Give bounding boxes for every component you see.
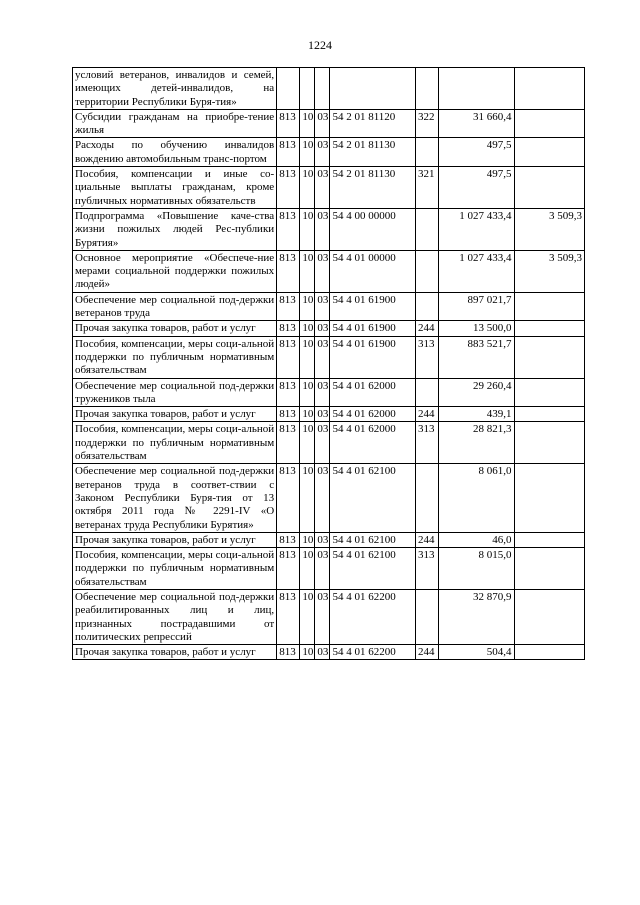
row-amount-cell: 504,4 xyxy=(439,645,514,660)
row-pr-cell: 03 xyxy=(315,336,330,378)
table-row xyxy=(73,589,585,644)
row-rz-cell xyxy=(300,68,315,110)
row-rz-cell: 10 xyxy=(300,532,315,547)
row-pr-cell: 03 xyxy=(315,464,330,532)
table-row xyxy=(73,250,585,292)
row-rz-cell: 10 xyxy=(300,336,315,378)
row-name-cell: Подпрограмма «Повышение каче-ства жизни пожилых людей Рес-публики Бурятия» xyxy=(73,208,277,250)
row-ved-cell: 813 xyxy=(277,532,300,547)
row-pr-cell: 03 xyxy=(315,645,330,660)
row-amount-federal-cell xyxy=(514,167,584,209)
row-ved-cell: 813 xyxy=(277,645,300,660)
row-amount-cell: 497,5 xyxy=(439,138,514,167)
row-name-cell: Обеспечение мер социальной под-держки ветеранов труда в соответ-ствии с Законом Республики Буря-тия от 13 октября 2011 года № 2291-IV «О ветеранах труда Республики Бурятия» xyxy=(73,464,277,532)
row-rz-cell: 10 xyxy=(300,321,315,336)
row-amount-federal-cell xyxy=(514,548,584,590)
row-amount-cell: 13 500,0 xyxy=(439,321,514,336)
row-amount-federal-cell xyxy=(514,407,584,422)
row-csr-cell: 54 2 01 81120 xyxy=(330,109,416,138)
row-name-cell: Основное мероприятие «Обеспече-ние мерами социальной поддержки пожилых людей» xyxy=(73,250,277,292)
row-pr-cell: 03 xyxy=(315,109,330,138)
row-amount-cell: 28 821,3 xyxy=(439,422,514,464)
row-vr-cell xyxy=(415,208,438,250)
table-row xyxy=(73,407,585,422)
row-ved-cell: 813 xyxy=(277,336,300,378)
row-name-cell: Обеспечение мер социальной под-держки ветеранов труда xyxy=(73,292,277,321)
row-ved-cell: 813 xyxy=(277,464,300,532)
row-amount-federal-cell xyxy=(514,645,584,660)
row-pr-cell: 03 xyxy=(315,208,330,250)
row-vr-cell: 322 xyxy=(415,109,438,138)
row-csr-cell: 54 4 01 00000 xyxy=(330,250,416,292)
row-rz-cell: 10 xyxy=(300,167,315,209)
row-vr-cell: 313 xyxy=(415,336,438,378)
row-amount-cell xyxy=(439,68,514,110)
row-ved-cell: 813 xyxy=(277,589,300,644)
row-vr-cell: 244 xyxy=(415,645,438,660)
row-ved-cell: 813 xyxy=(277,167,300,209)
row-csr-cell: 54 4 01 62100 xyxy=(330,464,416,532)
row-name-cell: Пособия, компенсации, меры соци-альной поддержки по публичным нормативным обязательствам xyxy=(73,422,277,464)
row-rz-cell: 10 xyxy=(300,407,315,422)
row-csr-cell: 54 2 01 81130 xyxy=(330,167,416,209)
table-row xyxy=(73,464,585,532)
row-amount-cell: 8 015,0 xyxy=(439,548,514,590)
table-row xyxy=(73,208,585,250)
row-rz-cell: 10 xyxy=(300,464,315,532)
row-name-cell: Прочая закупка товаров, работ и услуг xyxy=(73,407,277,422)
row-amount-federal-cell: 3 509,3 xyxy=(514,250,584,292)
row-csr-cell: 54 4 01 61900 xyxy=(330,336,416,378)
row-pr-cell: 03 xyxy=(315,167,330,209)
table-row xyxy=(73,167,585,209)
row-ved-cell: 813 xyxy=(277,109,300,138)
row-rz-cell: 10 xyxy=(300,422,315,464)
row-pr-cell: 03 xyxy=(315,532,330,547)
row-rz-cell: 10 xyxy=(300,208,315,250)
row-amount-federal-cell xyxy=(514,321,584,336)
row-ved-cell: 813 xyxy=(277,292,300,321)
row-name-cell: Пособия, компенсации, меры соци-альной поддержки по публичным нормативным обязательствам xyxy=(73,336,277,378)
row-pr-cell: 03 xyxy=(315,407,330,422)
row-amount-cell: 883 521,7 xyxy=(439,336,514,378)
row-rz-cell: 10 xyxy=(300,292,315,321)
row-name-cell: Обеспечение мер социальной под-держки реабилитированных лиц и лиц, признанных пострадавшими от политических репрессий xyxy=(73,589,277,644)
row-vr-cell: 244 xyxy=(415,532,438,547)
row-csr-cell: 54 4 01 62000 xyxy=(330,378,416,407)
row-csr-cell: 54 4 01 61900 xyxy=(330,292,416,321)
row-ved-cell: 813 xyxy=(277,208,300,250)
row-vr-cell xyxy=(415,68,438,110)
row-name-cell: Обеспечение мер социальной под-держки тружеников тыла xyxy=(73,378,277,407)
row-amount-federal-cell xyxy=(514,464,584,532)
row-csr-cell: 54 4 00 00000 xyxy=(330,208,416,250)
row-pr-cell: 03 xyxy=(315,378,330,407)
row-amount-cell: 1 027 433,4 xyxy=(439,208,514,250)
row-csr-cell: 54 4 01 61900 xyxy=(330,321,416,336)
row-name-cell: Расходы по обучению инвалидов вождению автомобильным транс-портом xyxy=(73,138,277,167)
table-row xyxy=(73,292,585,321)
row-amount-cell: 32 870,9 xyxy=(439,589,514,644)
row-csr-cell: 54 4 01 62200 xyxy=(330,589,416,644)
row-ved-cell: 813 xyxy=(277,407,300,422)
row-rz-cell: 10 xyxy=(300,378,315,407)
table-row xyxy=(73,645,585,660)
budget-table-body xyxy=(73,68,585,660)
row-vr-cell xyxy=(415,138,438,167)
row-amount-federal-cell xyxy=(514,532,584,547)
table-row xyxy=(73,378,585,407)
row-name-cell: Пособия, компенсации и иные со-циальные выплаты гражданам, кроме публичных нормативных обязательств xyxy=(73,167,277,209)
row-name-cell: Пособия, компенсации, меры соци-альной поддержки по публичным нормативным обязательствам xyxy=(73,548,277,590)
row-vr-cell: 244 xyxy=(415,321,438,336)
table-row xyxy=(73,138,585,167)
row-ved-cell: 813 xyxy=(277,548,300,590)
table-row xyxy=(73,548,585,590)
row-pr-cell: 03 xyxy=(315,589,330,644)
row-rz-cell: 10 xyxy=(300,548,315,590)
row-vr-cell: 321 xyxy=(415,167,438,209)
table-row xyxy=(73,109,585,138)
row-rz-cell: 10 xyxy=(300,138,315,167)
row-csr-cell: 54 4 01 62100 xyxy=(330,532,416,547)
row-csr-cell: 54 4 01 62100 xyxy=(330,548,416,590)
row-vr-cell: 244 xyxy=(415,407,438,422)
row-amount-cell: 29 260,4 xyxy=(439,378,514,407)
row-pr-cell: 03 xyxy=(315,321,330,336)
row-amount-cell: 8 061,0 xyxy=(439,464,514,532)
row-csr-cell: 54 4 01 62000 xyxy=(330,422,416,464)
row-ved-cell xyxy=(277,68,300,110)
row-rz-cell: 10 xyxy=(300,250,315,292)
table-row xyxy=(73,532,585,547)
page-number: 1224 xyxy=(308,38,332,52)
row-amount-federal-cell: 3 509,3 xyxy=(514,208,584,250)
row-name-cell: Субсидии гражданам на приобре-тение жилья xyxy=(73,109,277,138)
row-rz-cell: 10 xyxy=(300,645,315,660)
row-rz-cell: 10 xyxy=(300,589,315,644)
row-pr-cell xyxy=(315,68,330,110)
row-amount-federal-cell xyxy=(514,109,584,138)
row-ved-cell: 813 xyxy=(277,321,300,336)
row-amount-cell: 897 021,7 xyxy=(439,292,514,321)
row-amount-cell: 46,0 xyxy=(439,532,514,547)
row-amount-federal-cell xyxy=(514,589,584,644)
row-ved-cell: 813 xyxy=(277,250,300,292)
row-pr-cell: 03 xyxy=(315,250,330,292)
row-csr-cell: 54 4 01 62200 xyxy=(330,645,416,660)
row-name-cell: условий ветеранов, инвалидов и семей, имеющих детей-инвалидов, на территории Республики Буря-тия» xyxy=(73,68,277,110)
row-amount-federal-cell xyxy=(514,378,584,407)
row-vr-cell xyxy=(415,250,438,292)
row-name-cell: Прочая закупка товаров, работ и услуг xyxy=(73,321,277,336)
row-ved-cell: 813 xyxy=(277,138,300,167)
row-ved-cell: 813 xyxy=(277,378,300,407)
row-rz-cell: 10 xyxy=(300,109,315,138)
table-row xyxy=(73,68,585,110)
row-vr-cell xyxy=(415,589,438,644)
row-vr-cell xyxy=(415,292,438,321)
row-name-cell: Прочая закупка товаров, работ и услуг xyxy=(73,645,277,660)
row-pr-cell: 03 xyxy=(315,292,330,321)
row-pr-cell: 03 xyxy=(315,138,330,167)
row-name-cell: Прочая закупка товаров, работ и услуг xyxy=(73,532,277,547)
table-row xyxy=(73,321,585,336)
row-ved-cell: 813 xyxy=(277,422,300,464)
row-vr-cell: 313 xyxy=(415,422,438,464)
row-amount-cell: 1 027 433,4 xyxy=(439,250,514,292)
row-vr-cell: 313 xyxy=(415,548,438,590)
table-row xyxy=(73,336,585,378)
row-amount-cell: 497,5 xyxy=(439,167,514,209)
row-amount-federal-cell xyxy=(514,68,584,110)
row-amount-federal-cell xyxy=(514,422,584,464)
row-csr-cell xyxy=(330,68,416,110)
row-vr-cell xyxy=(415,378,438,407)
row-pr-cell: 03 xyxy=(315,548,330,590)
row-csr-cell: 54 2 01 81130 xyxy=(330,138,416,167)
row-amount-federal-cell xyxy=(514,292,584,321)
row-amount-federal-cell xyxy=(514,138,584,167)
budget-table xyxy=(72,67,585,660)
row-vr-cell xyxy=(415,464,438,532)
row-csr-cell: 54 4 01 62000 xyxy=(330,407,416,422)
table-row xyxy=(73,422,585,464)
row-amount-cell: 31 660,4 xyxy=(439,109,514,138)
row-pr-cell: 03 xyxy=(315,422,330,464)
row-amount-federal-cell xyxy=(514,336,584,378)
row-amount-cell: 439,1 xyxy=(439,407,514,422)
